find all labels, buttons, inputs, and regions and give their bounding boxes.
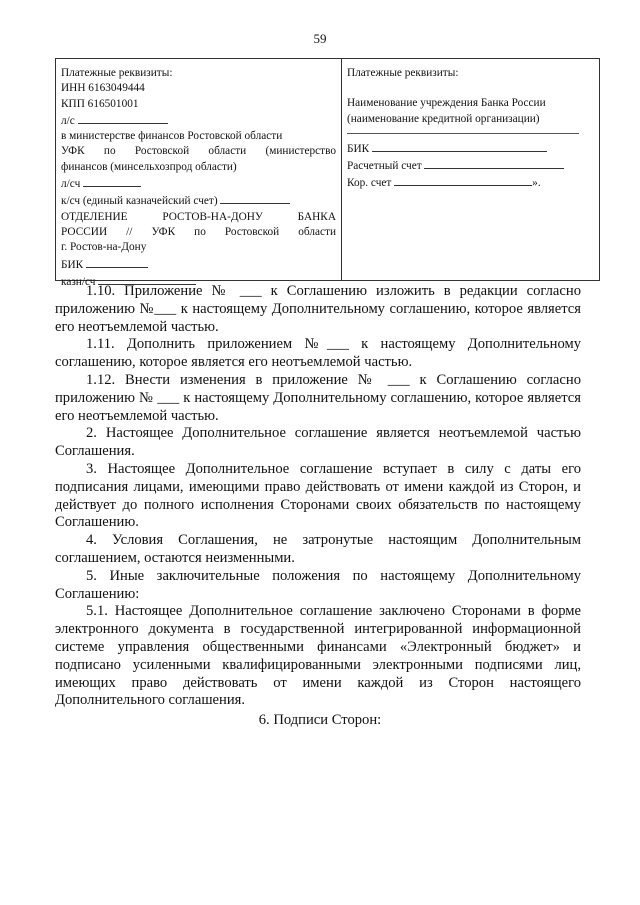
ls-blank	[78, 112, 168, 124]
ksch-blank	[220, 192, 290, 204]
paragraph-3: 3. Настоящее Дополнительное соглашение вступает в силу с даты его подписания лицами, имеющими право действовать от имени каждой из Сторон, и действует до полного исполнения Сторонами своих обязательств по настоящему Соглашению.	[55, 460, 581, 531]
paragraph-1-10: 1.10. Приложение № ___ к Соглашению изложить в редакции согласно приложению №___ к настоящему Дополнительному соглашению, которое является его неотъемлемой частью.	[55, 283, 581, 335]
corr-line	[347, 174, 594, 191]
bank-name-line-1: Наименование учреждения Банка России	[347, 97, 546, 110]
paragraph-5-1: 5.1. Настоящее Дополнительное соглашение заключено Сторонами в форме электронного документа в государственной интегрированной информационной системе управления общественными финансами «Электронный бюджет» и подписано усиленными квалифицированными электронными подписями лиц, имеющих право действовать от имени каждой из Сторон настоящего Дополнительного соглашения.	[55, 603, 581, 709]
bik-blank-left	[86, 256, 148, 268]
paragraph-5: 5. Иные заключительные положения по настоящему Дополнительному Соглашению:	[55, 567, 581, 602]
bik-blank-right	[372, 140, 547, 152]
bik-label-left: БИК	[61, 258, 84, 271]
requisites-table	[55, 58, 600, 288]
bank-line-2: РОССИИ // УФК по Ростовской области	[61, 225, 336, 238]
page-number: 59	[313, 31, 327, 46]
requisites-right-column	[342, 59, 599, 280]
inn: ИНН 6163049444	[61, 82, 145, 95]
paragraph-1-12: 1.12. Внести изменения в приложение № ___ к Соглашению согласно приложению № ___ к настоящему Дополнительному соглашению, которое является его неотъемлемой частью.	[55, 371, 581, 424]
paragraph-2: 2. Настоящее Дополнительное соглашение является неотъемлемой частью Соглашения.	[55, 425, 581, 460]
requisites-right-title: Платежные реквизиты:	[347, 67, 459, 79]
lsch-label: л/сч	[61, 178, 81, 191]
bik-line-right	[347, 140, 594, 157]
ufk-line-2: финансов (минсельхозпрод области)	[61, 160, 237, 173]
kazn-label: казн/сч	[61, 275, 96, 288]
corr-label: Кор. счет	[347, 177, 392, 190]
lsch-blank	[83, 175, 141, 187]
paragraph-1-11: 1.11. Дополнить приложением №___ к настоящему Дополнительному соглашению, которое является его неотъемлемой частью.	[55, 336, 581, 371]
ls-label: л/с	[61, 114, 75, 127]
account-label: Расчетный счет	[347, 160, 422, 173]
lsch-line	[61, 175, 336, 192]
ministry: в министерстве финансов Ростовской области	[61, 130, 283, 143]
ksch-line	[61, 192, 336, 209]
bik-line-left	[61, 256, 336, 273]
requisites-left-title: Платежные реквизиты:	[61, 67, 173, 79]
paragraph-4: 4. Условия Соглашения, не затронутые настоящим Дополнительным соглашением, остаются неизменными.	[55, 532, 581, 566]
bank-name-rule	[347, 132, 579, 134]
document-body	[55, 283, 581, 710]
city: г. Ростов-на-Дону	[61, 241, 147, 254]
account-line	[347, 157, 594, 174]
kpp: КПП 616501001	[61, 97, 139, 110]
bank-line-1: ОТДЕЛЕНИЕ РОСТОВ-НА-ДОНУ БАНКА	[61, 210, 336, 223]
requisites-left-column	[56, 59, 342, 288]
account-blank	[424, 157, 564, 169]
corr-blank	[394, 174, 532, 186]
ls-line	[61, 112, 336, 129]
ksch-label: к/сч (единый казначейский счет)	[61, 195, 218, 208]
corr-end: ».	[532, 177, 541, 190]
ufk-line-1: УФК по Ростовской области (министерство	[61, 145, 336, 158]
bik-label-right: БИК	[347, 142, 370, 155]
section-title-signatures: 6. Подписи Сторон:	[258, 712, 382, 728]
bank-name-line-2: (наименование кредитной организации)	[347, 112, 540, 125]
